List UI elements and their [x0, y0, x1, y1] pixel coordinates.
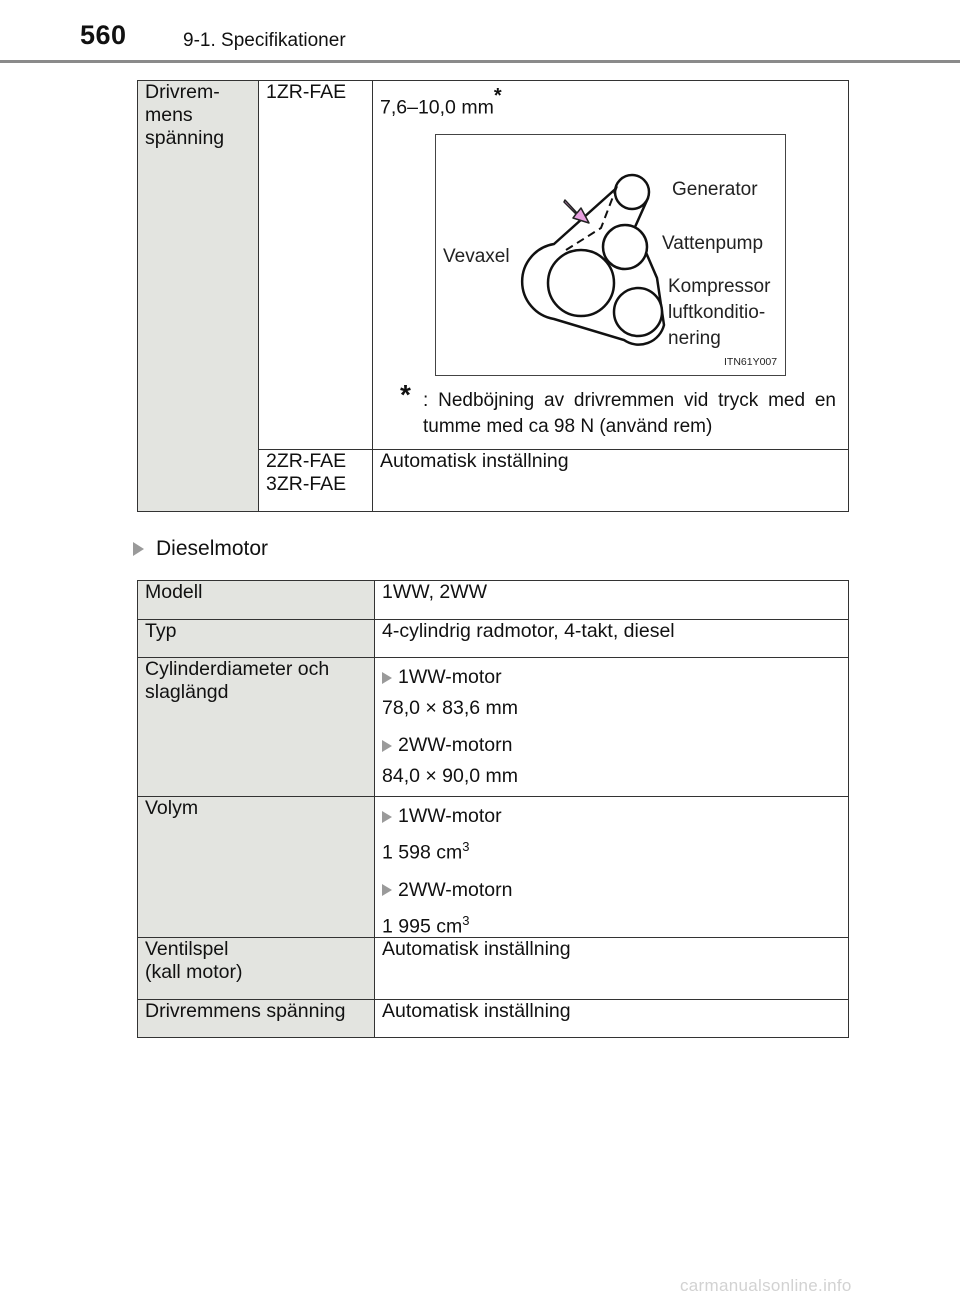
- triangle-bullet-icon: [382, 672, 392, 684]
- volym-sub1: 1WW-motor: [398, 805, 502, 827]
- drivrem-value: Automatisk inställning: [382, 1000, 571, 1022]
- triangle-bullet-icon: [382, 740, 392, 752]
- table-row: [138, 658, 849, 797]
- typ-label: Typ: [145, 620, 177, 642]
- belt-tension-table: [137, 80, 849, 512]
- water-pump-pulley: [603, 225, 647, 269]
- engine-2zr-value: Automatisk inställning: [380, 450, 569, 472]
- label-vattenpump: Vattenpump: [662, 232, 764, 254]
- engine-2zr-value-cell: [373, 450, 849, 512]
- crankshaft-pulley: [548, 250, 614, 316]
- label-generator: Generator: [672, 178, 758, 200]
- triangle-bullet-icon: [382, 811, 392, 823]
- volym-sub2: 2WW-motorn: [398, 878, 513, 901]
- diagram-code: ITN61Y007: [724, 355, 778, 368]
- diesel-heading-text: Dieselmotor: [156, 537, 269, 560]
- volym-label: Volym: [145, 797, 199, 819]
- engine-2zr-3zr-cell: [259, 450, 373, 512]
- cyl-label: Cylinderdiameter och slaglängd: [145, 658, 330, 703]
- cyl-value-cell: [375, 658, 849, 797]
- ventil-value-cell: [375, 938, 849, 1000]
- table-row: [138, 797, 849, 938]
- drivrem-value-cell: [375, 1000, 849, 1038]
- engine-1zr: 1ZR-FAE: [266, 81, 347, 103]
- page-header: [0, 0, 960, 62]
- drivrem-label-cell: [138, 1000, 375, 1038]
- volym-label-cell: [138, 797, 375, 938]
- cyl-values: [375, 658, 848, 787]
- volym-val2: 1 995 cm: [382, 915, 463, 937]
- header-rule: [0, 60, 960, 63]
- typ-value: 4-cylindrig radmotor, 4-takt, diesel: [382, 620, 675, 642]
- typ-label-cell: [138, 620, 375, 658]
- diesel-heading: [133, 537, 268, 561]
- section-title: 9-1. Specifikationer: [183, 30, 346, 51]
- ventil-value: Automatisk inställning: [382, 938, 571, 960]
- engine-2zr-3zr: 2ZR-FAE 3ZR-FAE: [266, 450, 347, 495]
- page-number: 560: [80, 20, 127, 50]
- modell-label: Modell: [145, 581, 203, 603]
- cyl-val1: 78,0 × 83,6 mm: [382, 697, 519, 719]
- ventil-label-cell: [138, 938, 375, 1000]
- triangle-bullet-icon: [382, 884, 392, 896]
- volym-sup1: 3: [462, 839, 470, 854]
- cyl-sub1: 1WW-motor: [398, 666, 502, 688]
- footnote-asterisk: *: [400, 378, 411, 410]
- cyl-label-cell: [138, 658, 375, 797]
- belt-diagram: [435, 134, 786, 376]
- volym-values: [375, 797, 848, 937]
- belt-tension-label: Drivrem- mens spänning: [145, 81, 225, 149]
- tension-asterisk: *: [493, 85, 502, 107]
- modell-label-cell: [138, 581, 375, 620]
- modell-value: 1WW, 2WW: [382, 581, 488, 603]
- tension-value: 7,6–10,0 mm: [380, 96, 494, 119]
- table-row: [138, 620, 849, 658]
- footnote-text: : Nedböjning av drivremmen vid tryck med en tumme med ca 98 N (använd rem): [423, 389, 836, 437]
- label-kompressor: Kompressor luftkonditio- nering: [668, 275, 771, 349]
- footnote: [373, 378, 848, 440]
- triangle-bullet-icon: [133, 542, 144, 556]
- belt-tension-label-cell: [138, 81, 259, 512]
- table-row: [138, 938, 849, 1000]
- table-row: [138, 1000, 849, 1038]
- volym-val1: 1 598 cm: [382, 841, 463, 864]
- cyl-val2: 84,0 × 90,0 mm: [382, 765, 519, 787]
- modell-value-cell: [375, 581, 849, 620]
- label-vevaxel: Vevaxel: [443, 245, 510, 267]
- tension-value-line: [373, 81, 848, 120]
- watermark: carmanualsonline.info: [680, 1276, 852, 1295]
- volym-value-cell: [375, 797, 849, 938]
- table-row: [138, 581, 849, 620]
- drivrem-label: Drivremmens spänning: [145, 1000, 346, 1022]
- ventil-label: Ventilspel (kall motor): [145, 938, 243, 983]
- generator-pulley: [615, 175, 649, 209]
- cyl-sub2: 2WW-motorn: [398, 734, 513, 756]
- press-arrow-icon: [564, 200, 589, 223]
- compressor-pulley: [614, 288, 662, 336]
- tension-value-cell: [373, 81, 849, 450]
- volym-sup2: 3: [462, 912, 470, 928]
- diesel-spec-table: [137, 580, 849, 1038]
- typ-value-cell: [375, 620, 849, 658]
- engine-1zr-cell: [259, 81, 373, 450]
